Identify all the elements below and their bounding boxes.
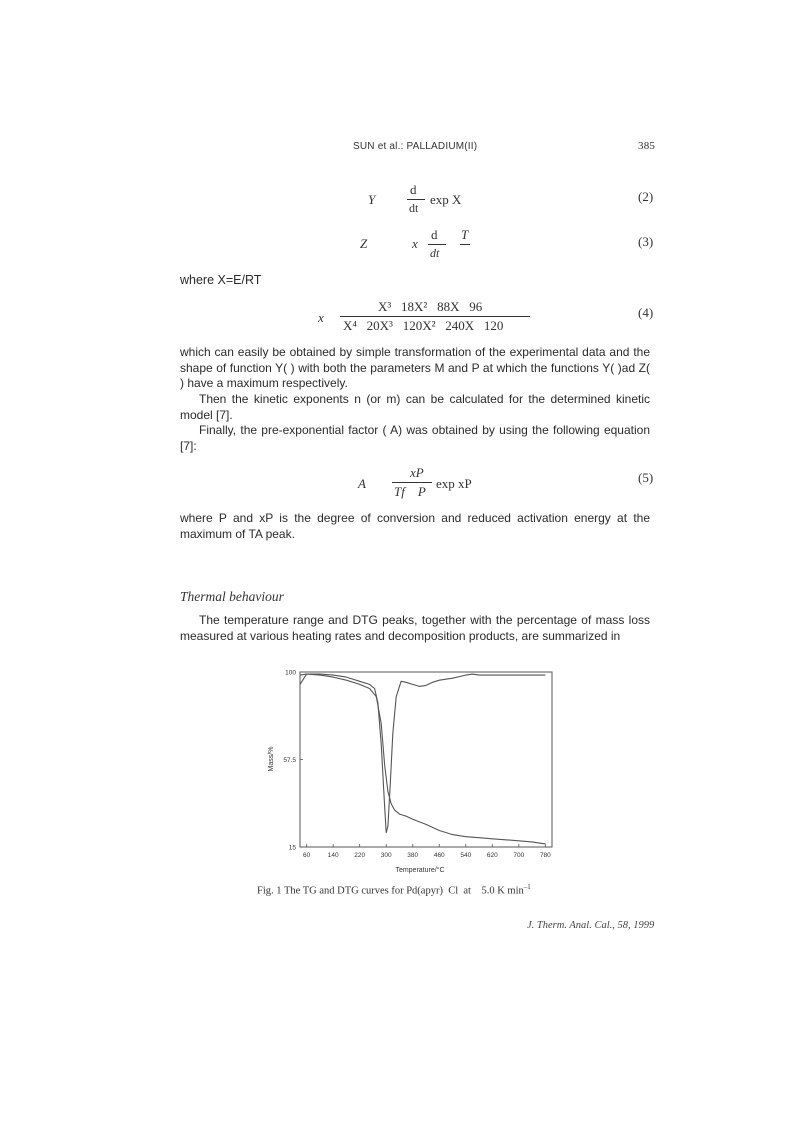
dtg-curve [300, 674, 545, 833]
eq4-lhs: x [318, 310, 324, 325]
journal-footer: J. Therm. Anal. Cal., 58, 1999 [527, 920, 655, 931]
eq2-rhs: exp X [430, 192, 462, 207]
x-axis-label: Temperature/°C [395, 867, 445, 874]
paragraph-5: The temperature range and DTG peaks, together with the percentage of mass loss measured at various heating rates and decomposition products, are summarized in [180, 613, 650, 643]
x-tick-label: 220 [354, 852, 366, 859]
tg-dtg-chart [260, 664, 580, 879]
eq5-rhs: exp xP [436, 476, 472, 491]
eq3-denominator: dt [430, 246, 440, 260]
y-tick-label: 15 [288, 844, 296, 852]
y-axis-label: Mass/% [268, 746, 275, 772]
y-tick-label: 100 [285, 669, 296, 677]
eq3-numerator: d [431, 227, 438, 242]
eq3-T: T [461, 227, 469, 242]
eq4-number: (4) [638, 305, 654, 320]
x-tick-label: 780 [539, 852, 551, 859]
x-tick-label: 300 [380, 852, 392, 859]
eq3-T-bar [460, 244, 470, 245]
eq2-denominator: dt [409, 201, 419, 215]
x-tick-label: 620 [486, 852, 498, 859]
x-tick-label: 380 [407, 852, 419, 859]
eq2-numerator: d [410, 182, 417, 197]
caption-text: Fig. 1 The TG and DTG curves for Pd(apyr) Cl at 5.0 K min [257, 885, 524, 897]
eq3-lhs: Z [360, 236, 368, 251]
eq3-number: (3) [638, 234, 654, 249]
eq4-fraction-bar [340, 316, 530, 317]
x-tick-label: 60 [303, 852, 311, 859]
x-tick-label: 700 [513, 852, 525, 859]
x-tick-label: 140 [327, 852, 339, 859]
page-number: 385 [638, 140, 656, 152]
eq3-x: x [412, 236, 418, 251]
eq2-number: (2) [638, 189, 654, 204]
paragraph-3: Finally, the pre-exponential factor ( A) was obtained by using the following equation [7]: [180, 423, 650, 453]
eq4-numerator: X³ 18X² 88X 96 [378, 299, 483, 314]
eq5-fraction-bar [392, 482, 432, 483]
eq5-denominator: Tf P [394, 484, 426, 499]
where-definition: where X=E/RT [180, 273, 262, 287]
x-tick-label: 540 [460, 852, 472, 859]
eq2-lhs: Y [368, 192, 376, 207]
paragraph-4: where P and xP is the degree of conversion and reduced activation energy at the maximum of TA peak. [180, 511, 650, 541]
eq3-fraction-bar [428, 244, 446, 245]
x-tick-label: 460 [433, 852, 445, 859]
plot-frame [300, 672, 552, 847]
eq5-lhs: A [358, 476, 366, 491]
eq2-fraction-bar [407, 199, 425, 200]
caption-superscript: –1 [523, 883, 531, 891]
eq4-denominator: X⁴ 20X³ 120X² 240X 120 [343, 318, 504, 333]
paragraph-2: Then the kinetic exponents n (or m) can be calculated for the determined kinetic model [7]. [180, 392, 650, 422]
figure-caption [257, 883, 531, 897]
eq5-numerator: xP [410, 465, 424, 480]
section-title: Thermal behaviour [180, 589, 284, 604]
paragraph-1: which can easily be obtained by simple transformation of the experimental data and the shape of function Y( ) with both the parameters M and P at which the functions Y( )ad Z( ) have a maximum respectively. [180, 345, 650, 390]
y-tick-label: 57.5 [283, 757, 296, 764]
tg-curve [300, 674, 545, 844]
running-title: SUN et al.: PALLADIUM(II) [353, 141, 478, 152]
eq5-number: (5) [638, 470, 654, 485]
